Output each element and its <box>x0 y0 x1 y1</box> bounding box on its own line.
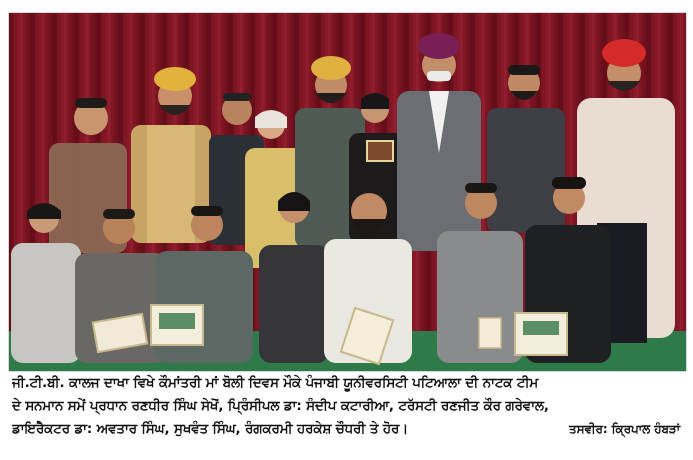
caption-line-3: ਡਾਇਰੈਕਟਰ ਡਾ: ਅਵਤਾਰ ਸਿੰਘ, ਸੁਖਵੰਤ ਸਿੰਘ, ਰੰਗਕਰਮੀ ਹਰਕੇਸ਼ ਚੌਧਰੀ ਤੇ ਹੋਰ। <box>12 422 409 437</box>
caption-line-2: ਦੇ ਸਨਮਾਨ ਸਮੇਂ ਪ੍ਰਧਾਨ ਰਣਧੀਰ ਸਿੰਘ ਸੇਖੋਂ, ਪ੍ਰਿੰਸੀਪਲ ਡਾ: ਸੰਦੀਪ ਕਟਾਰੀਆ, ਟਰੱਸਟੀ ਰਣਜੀਤ ਕੌਰ ਗਰੇਵਾਲ, <box>12 399 549 414</box>
photo-illustration <box>9 13 686 371</box>
photo-credit: ਤਸਵੀਰ: ਕ੍ਰਿਪਾਲ ਹੰਬੜਾਂ <box>569 422 680 436</box>
caption-line-1: ਜੀ.ਟੀ.ਬੀ. ਕਾਲਜ ਦਾਖਾ ਵਿਖੇ ਕੌਮਾਂਤਰੀ ਮਾਂ ਬੋਲੀ ਦਿਵਸ ਮੌਕੇ ਪੰਜਾਬੀ ਯੂਨੀਵਰਸਿਟੀ ਪਟਿਆਲਾ ਦੀ ਨਾਟਕ ਟੀਮ <box>12 376 539 391</box>
cut-off-next-text <box>10 450 480 460</box>
photo-caption <box>12 372 684 441</box>
group-photo <box>8 12 687 372</box>
